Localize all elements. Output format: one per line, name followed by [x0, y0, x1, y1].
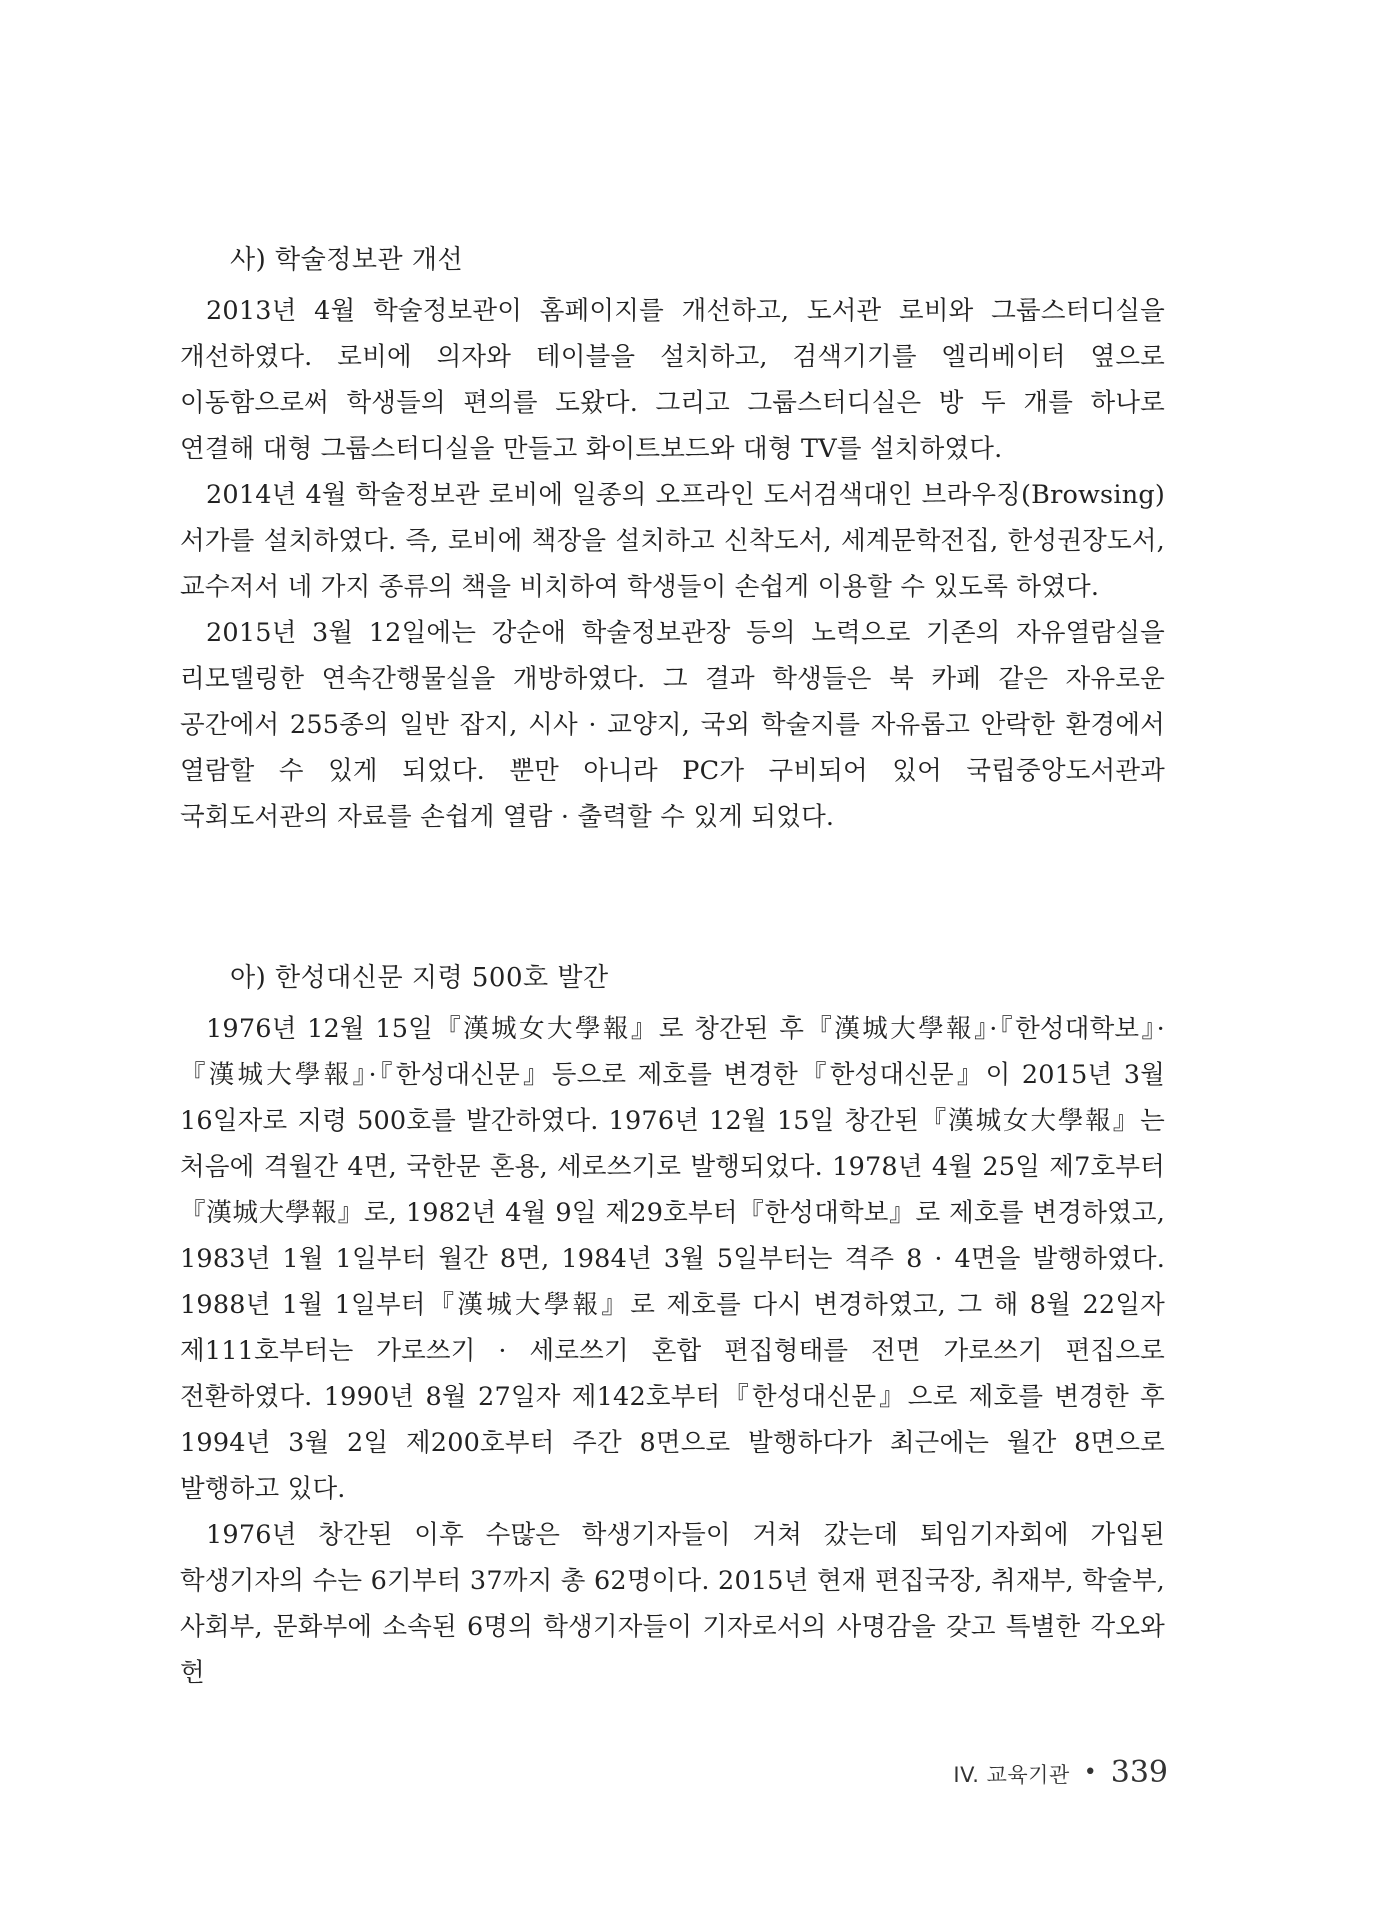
section-heading: 사) 학술정보관 개선 — [230, 245, 464, 275]
page-footer — [953, 1755, 1168, 1790]
section-newspaper-500 — [180, 958, 1165, 1696]
footer-section-title: IV. 교육기관 — [953, 1763, 1070, 1787]
bullet-separator-icon: • — [1083, 1760, 1097, 1785]
section-library-improvement — [180, 240, 1165, 840]
paragraph: 1976년 창간된 이후 수많은 학생기자들이 거쳐 갔는데 퇴임기자회에 가입된 학생기자의 수는 6기부터 37까지 총 62명이다. 2015년 현재 편집국장, 취재부, 학술부, 사회부, 문화부에 소속된 6명의 학생기자들이 기자로서의 사명감을 갖고 특별한 각오와 헌 — [180, 1520, 1165, 1688]
paragraph: 1976년 12월 15일『漢城女大學報』로 창간된 후『漢城大學報』·『한성대학보』·『漢城大學報』·『한성대신문』등으로 제호를 변경한『한성대신문』이 2015년 3월 16일자로 지령 500호를 발간하였다. 1976년 12월 15일 창간된『漢城女大學報』는 처음에 격월간 4면, 국한문 혼용, 세로쓰기로 발행되었다. 1978년 4월 25일 제7호부터『漢城大學報』로, 1982년 4월 9일 제29호부터『한성대학보』로 제호를 변경하였고, 1983년 1월 1일부터 월간 8면, 1984년 3월 5일부터는 격주 8 · 4면을 발행하였다. 1988년 1월 1일부터『漢城大學報』로 제호를 다시 변경하였고, 그 해 8월 22일자 제111호부터는 가로쓰기 · 세로쓰기 혼합 편집형태를 전면 가로쓰기 편집으로 전환하였다. 1990년 8월 27일자 제142호부터『한성대신문』으로 제호를 변경한 후 1994년 3월 2일 제200호부터 주간 8면으로 발행하다가 최근에는 월간 8면으로 발행하고 있다. — [180, 1014, 1165, 1504]
page-number: 339 — [1110, 1755, 1168, 1790]
paragraph: 2015년 3월 12일에는 강순애 학술정보관장 등의 노력으로 기존의 자유열람실을 리모델링한 연속간행물실을 개방하였다. 그 결과 학생들은 북 카페 같은 자유로운 공간에서 255종의 일반 잡지, 시사 · 교양지, 국외 학술지를 자유롭고 안락한 환경에서 열람할 수 있게 되었다. 뿐만 아니라 PC가 구비되어 있어 국립중앙도서관과 국회도서관의 자료를 손쉽게 열람 · 출력할 수 있게 되었다. — [180, 618, 1165, 832]
paragraph: 2013년 4월 학술정보관이 홈페이지를 개선하고, 도서관 로비와 그룹스터디실을 개선하였다. 로비에 의자와 테이블을 설치하고, 검색기기를 엘리베이터 옆으로 이동함으로써 학생들의 편의를 도왔다. 그리고 그룹스터디실은 방 두 개를 하나로 연결해 대형 그룹스터디실을 만들고 화이트보드와 대형 TV를 설치하였다. — [180, 296, 1165, 464]
section-heading: 아) 한성대신문 지령 500호 발간 — [230, 963, 609, 993]
paragraph: 2014년 4월 학술정보관 로비에 일종의 오프라인 도서검색대인 브라우징(Browsing)서가를 설치하였다. 즉, 로비에 책장을 설치하고 신착도서, 세계문학전집, 한성권장도서, 교수저서 네 가지 종류의 책을 비치하여 학생들이 손쉽게 이용할 수 있도록 하였다. — [180, 480, 1165, 602]
